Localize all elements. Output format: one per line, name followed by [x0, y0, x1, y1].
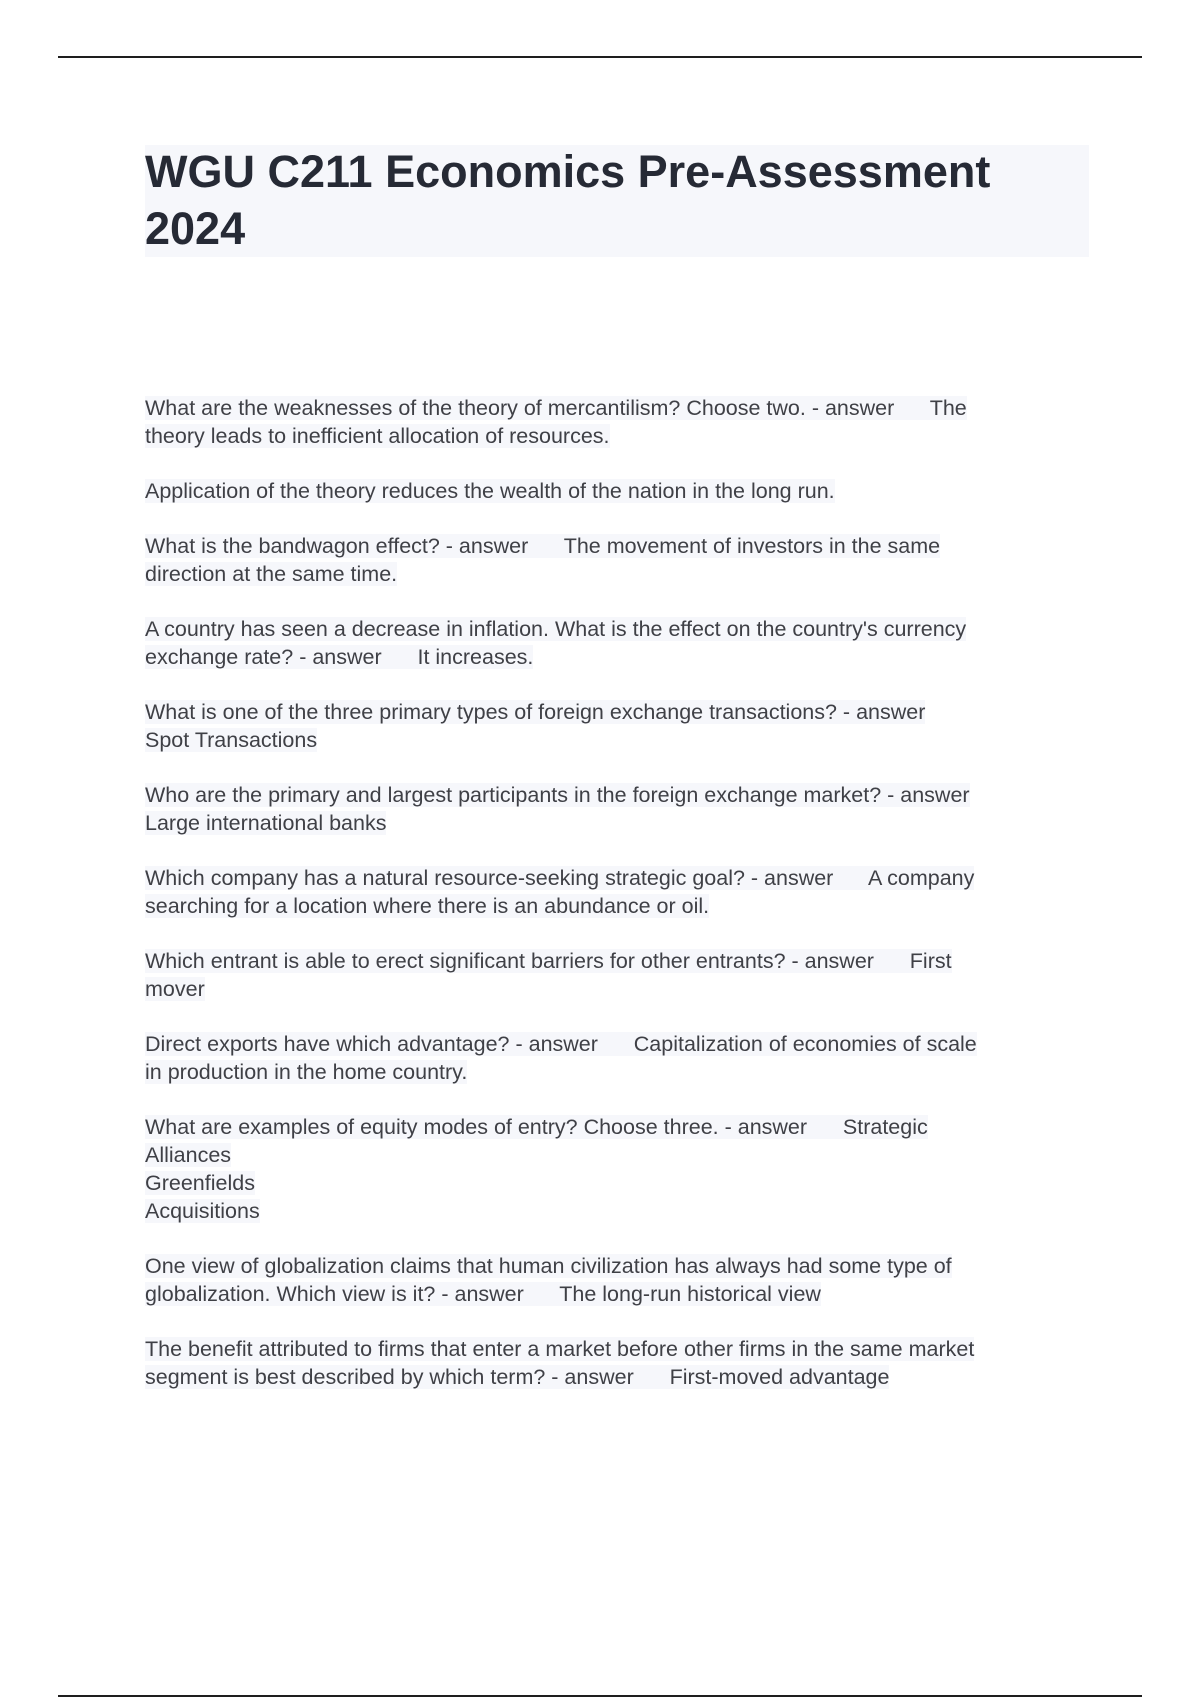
qa-text: Alliances — [145, 1143, 232, 1167]
qa-item — [145, 698, 1085, 754]
top-rule — [58, 56, 1142, 58]
qa-text: What is the bandwagon effect? - answer The movement of investors in the same — [145, 534, 941, 558]
qa-line — [145, 809, 1085, 837]
qa-text: Direct exports have which advantage? - answer Capitalization of economies of scale — [145, 1032, 977, 1056]
qa-text: A country has seen a decrease in inflation. What is the effect on the country's currency — [145, 617, 967, 641]
qa-text: in production in the home country. — [145, 1060, 468, 1084]
qa-text: One view of globalization claims that human civilization has always had some type of — [145, 1254, 952, 1278]
qa-text: Acquisitions — [145, 1199, 260, 1223]
qa-item — [145, 615, 1085, 671]
qa-line — [145, 1197, 1085, 1225]
qa-item — [145, 1335, 1085, 1391]
qa-text: The benefit attributed to firms that enter a market before other firms in the same market — [145, 1337, 975, 1361]
qa-item — [145, 1113, 1085, 1225]
qa-line — [145, 726, 1085, 754]
qa-line — [145, 422, 1085, 450]
qa-text: Who are the primary and largest participants in the foreign exchange market? - answer — [145, 783, 970, 807]
qa-line — [145, 1335, 1085, 1363]
qa-text: What are examples of equity modes of entry? Choose three. - answer Strategic — [145, 1115, 928, 1139]
qa-line — [145, 1030, 1085, 1058]
qa-text: Which company has a natural resource-seeking strategic goal? - answer A company — [145, 866, 975, 890]
qa-line — [145, 560, 1085, 588]
qa-list — [145, 394, 1085, 1418]
qa-line — [145, 1363, 1085, 1391]
bottom-rule — [58, 1695, 1142, 1697]
qa-line — [145, 394, 1085, 422]
qa-item — [145, 477, 1085, 505]
qa-text: What is one of the three primary types of foreign exchange transactions? - answer — [145, 700, 926, 724]
qa-text: direction at the same time. — [145, 562, 398, 586]
qa-line — [145, 1141, 1085, 1169]
qa-line — [145, 1252, 1085, 1280]
qa-text: Spot Transactions — [145, 728, 318, 752]
qa-item — [145, 864, 1085, 920]
qa-text: mover — [145, 977, 205, 1001]
qa-line — [145, 864, 1085, 892]
qa-item — [145, 532, 1085, 588]
qa-line — [145, 698, 1085, 726]
qa-line — [145, 947, 1085, 975]
qa-item — [145, 1252, 1085, 1308]
qa-text: Greenfields — [145, 1171, 255, 1195]
qa-line — [145, 1280, 1085, 1308]
qa-text: theory leads to inefficient allocation of resources. — [145, 424, 610, 448]
qa-text: exchange rate? - answer It increases. — [145, 645, 534, 669]
qa-text: Which entrant is able to erect significant barriers for other entrants? - answer First — [145, 949, 952, 973]
page-title: WGU C211 Economics Pre-Assessment 2024 — [145, 146, 991, 254]
qa-line — [145, 643, 1085, 671]
qa-text: searching for a location where there is an abundance or oil. — [145, 894, 710, 918]
qa-item — [145, 781, 1085, 837]
qa-text: What are the weaknesses of the theory of mercantilism? Choose two. - answer The — [145, 396, 967, 420]
qa-text: globalization. Which view is it? - answer The long-run historical view — [145, 1282, 821, 1306]
qa-line — [145, 477, 1085, 505]
qa-text: segment is best described by which term? - answer First-moved advantage — [145, 1365, 890, 1389]
qa-line — [145, 615, 1085, 643]
qa-line — [145, 975, 1085, 1003]
qa-line — [145, 1058, 1085, 1086]
qa-item — [145, 394, 1085, 450]
qa-line — [145, 1113, 1085, 1141]
qa-line — [145, 532, 1085, 560]
qa-line — [145, 1169, 1085, 1197]
qa-line — [145, 781, 1085, 809]
qa-item — [145, 1030, 1085, 1086]
qa-line — [145, 892, 1085, 920]
qa-item — [145, 947, 1085, 1003]
qa-text: Large international banks — [145, 811, 387, 835]
qa-text: Application of the theory reduces the wealth of the nation in the long run. — [145, 479, 835, 503]
